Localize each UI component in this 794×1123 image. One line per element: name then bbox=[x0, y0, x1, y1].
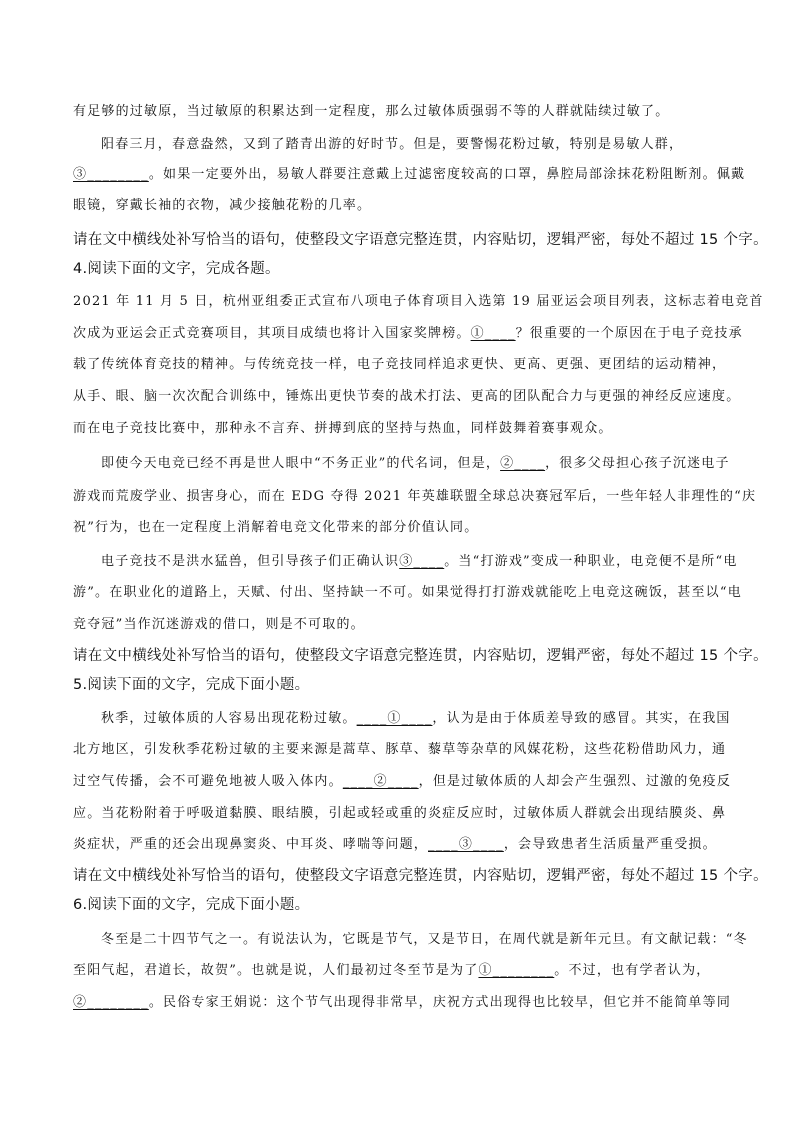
q4-paragraph2-line1-end: ，很多父母担心孩子沉迷电子 bbox=[545, 456, 730, 471]
q4-paragraph1-line2-end: ？很重要的一个原因在于电子竞技承 bbox=[515, 326, 743, 341]
q5-paragraph1-line5 bbox=[73, 838, 717, 851]
q5-paragraph1-line1-start: 秋季，过敏体质的人容易出现花粉过敏。 bbox=[101, 711, 357, 726]
q3-paragraph2-line2-text: 。如果一定要外出，易敏人群要注意戴上过滤密度较高的口罩，鼻腔局部涂抹花粉阻断剂。佩戴 bbox=[148, 167, 746, 182]
q4-paragraph3-line3: 竞夺冠”当作沉迷游戏的借口，则是不可取的。 bbox=[73, 617, 365, 632]
blank-1[interactable]: ____①____ bbox=[356, 711, 433, 726]
q4-paragraph2-line2: 游戏而荒废学业、损害身心，而在 EDG 夺得 2021 年英雄联盟全球总决赛冠军后，一些年轻人非理性的“庆 bbox=[73, 489, 757, 504]
q5-paragraph1-line3-end: ，但是过敏体质的人却会产生强烈、过激的免疫反 bbox=[418, 774, 732, 789]
blank-3[interactable]: ③________ bbox=[73, 167, 149, 182]
q5-paragraph1-line3 bbox=[73, 775, 731, 788]
q4-paragraph1-line3: 载了传统体育竞技的精神。与传统竞技一样，电子竞技同样追求更快、更高、更强、更团结的运动精神， bbox=[73, 357, 727, 372]
q5-paragraph1-line2: 北方地区，引发秋季花粉过敏的主要来源是蒿草、豚草、藜草等杂草的风媒花粉，这些花粉借助风力，通 bbox=[73, 742, 727, 757]
q3-paragraph2-line3: 眼镜，穿戴长袖的衣物，减少接触花粉的几率。 bbox=[73, 198, 372, 213]
q3-paragraph1-line1: 有足够的过敏原，当过敏原的积累达到一定程度，那么过敏体质强弱不等的人群就陆续过敏了。 bbox=[73, 104, 670, 119]
q4-instruction: 请在文中横线处补写恰当的语句，使整段文字语意完整连贯，内容贴切，逻辑严密，每处不超过 15 个字。 bbox=[73, 648, 768, 664]
blank-1[interactable]: ①________ bbox=[478, 963, 555, 978]
q3-paragraph2-line2 bbox=[73, 168, 745, 181]
q6-paragraph1-line2-end: 。不过，也有学者认为， bbox=[554, 963, 711, 978]
blank-2[interactable]: ②____ bbox=[500, 456, 546, 471]
q6-paragraph1-line2 bbox=[73, 964, 710, 977]
q4-paragraph2-line1 bbox=[101, 457, 730, 470]
q4-paragraph2-line3: 祝”行为，也在一定程度上消解着电竞文化带来的部分价值认同。 bbox=[73, 520, 479, 535]
q4-paragraph3-line1 bbox=[101, 555, 738, 568]
q6-paragraph1-line3 bbox=[73, 996, 731, 1009]
blank-1[interactable]: ①____ bbox=[470, 326, 516, 341]
blank-2[interactable]: ②________ bbox=[73, 995, 149, 1010]
q6-paragraph1-line1: 冬至是二十四节气之一。有说法认为，它既是节气，又是节日，在周代就是新年元旦。有文献记载：“冬 bbox=[101, 932, 748, 947]
q4-paragraph1-line1: 2021 年 11 月 5 日，杭州亚组委正式宣布八项电子体育项目入选第 19 届亚运会项目列表，这标志着电竞首 bbox=[73, 294, 764, 309]
q5-paragraph1-line4: 应。当花粉附着于呼吸道黏膜、眼结膜，引起或轻或重的炎症反应时，过敏体质人群就会出现结膜炎、鼻 bbox=[73, 806, 727, 821]
q6-heading: 6.阅读下面的文字，完成下面小题。 bbox=[73, 897, 310, 913]
blank-3[interactable]: ③____ bbox=[399, 554, 445, 569]
q4-paragraph1-line2-start: 次成为亚运会正式竞赛项目，其项目成绩也将计入国家奖牌榜。 bbox=[73, 326, 471, 341]
q5-instruction: 请在文中横线处补写恰当的语句，使整段文字语意完整连贯，内容贴切，逻辑严密，每处不超过 15 个字。 bbox=[73, 868, 768, 884]
q4-paragraph1-line5: 而在电子竞技比赛中，那种永不言弃、拼搏到底的坚持与热血，同样鼓舞着赛事观众。 bbox=[73, 421, 613, 436]
q5-paragraph1-line3-start: 过空气传播，会不可避免地被人吸入体内。 bbox=[73, 774, 343, 789]
q5-heading: 5.阅读下面的文字，完成下面小题。 bbox=[73, 677, 310, 693]
q5-paragraph1-line5-end: ，会导致患者生活质量严重受损。 bbox=[503, 837, 717, 852]
q5-paragraph1-line1 bbox=[101, 712, 731, 725]
q6-paragraph1-line2-start: 至阳气起，君道长，故贺”。也就是说，人们最初过冬至节是为了 bbox=[73, 963, 479, 978]
q4-heading: 4.阅读下面的文字，完成各题。 bbox=[73, 261, 280, 277]
q6-paragraph1-line3-text: 。民俗专家王娟说：这个节气出现得非常早，庆祝方式出现得也比较早，但它并不能简单等同 bbox=[148, 995, 732, 1010]
q4-paragraph3-line2: 游”。在职业化的道路上，天赋、付出、坚持缺一不可。如果觉得打打游戏就能吃上电竞这碗饭，甚至以“电 bbox=[73, 585, 742, 600]
q3-instruction: 请在文中横线处补写恰当的语句，使整段文字语意完整连贯，内容贴切，逻辑严密，每处不超过 15 个字。 bbox=[73, 232, 768, 248]
q4-paragraph2-line1-start: 即使今天电竞已经不再是世人眼中“不务正业”的代名词，但是， bbox=[101, 456, 501, 471]
blank-3[interactable]: ____③____ bbox=[428, 837, 504, 852]
q3-paragraph2-line1: 阳春三月，春意盎然，又到了踏青出游的好时节。但是，要警惕花粉过敏，特别是易敏人群， bbox=[101, 137, 684, 152]
q4-paragraph3-line1-end: 。当“打游戏”变成一种职业，电竞便不是所“电 bbox=[444, 554, 738, 569]
q5-paragraph1-line5-start: 炎症状，严重的还会出现鼻窦炎、中耳炎、哮喘等问题， bbox=[73, 837, 429, 852]
q4-paragraph3-line1-start: 电子竞技不是洪水猛兽，但引导孩子们正确认识 bbox=[101, 554, 400, 569]
blank-2[interactable]: ____②____ bbox=[342, 774, 419, 789]
q4-paragraph1-line2 bbox=[73, 327, 743, 340]
q5-paragraph1-line1-end: ，认为是由于体质差导致的感冒。其实，在我国 bbox=[432, 711, 731, 726]
q4-paragraph1-line4: 从手、眼、脑一次次配合训练中，锤炼出更快节奏的战术打法、更高的团队配合力与更强的神经反应速度。 bbox=[73, 389, 741, 404]
